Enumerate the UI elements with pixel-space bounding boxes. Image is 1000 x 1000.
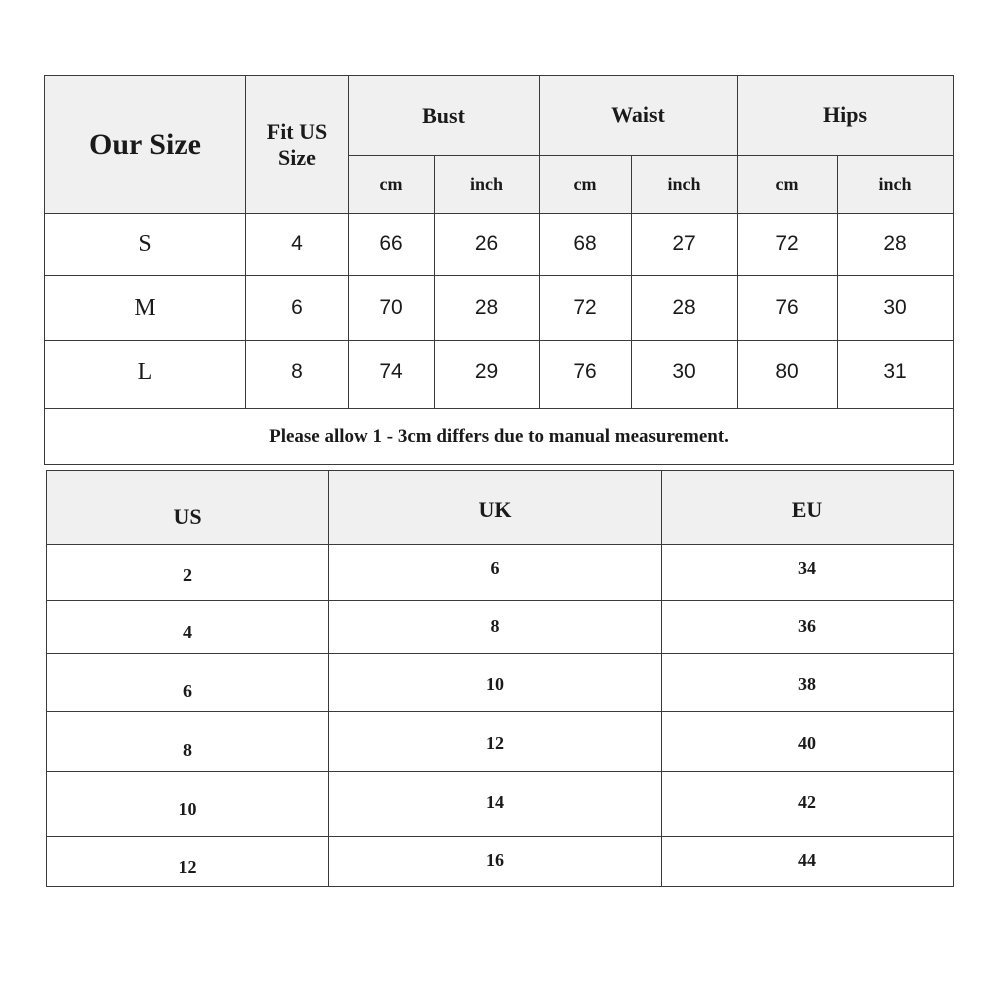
header-unit-hips-cm: cm [775, 174, 799, 194]
grid-line [46, 886, 954, 887]
bust-cm-cell: 70 [379, 296, 403, 319]
grid-line [953, 470, 954, 887]
grid-line [46, 600, 954, 601]
grid-line [953, 75, 954, 465]
us-cell: 6 [183, 680, 192, 701]
header-hips: Hips [822, 102, 868, 127]
header-unit-hips-inch: inch [878, 174, 912, 194]
grid-line [46, 771, 954, 772]
bust-inch-cell: 29 [474, 360, 499, 383]
eu-cell: 44 [798, 849, 816, 870]
measurement-note: Please allow 1 - 3cm differs due to manual measurement. [269, 425, 729, 447]
waist-cm-cell: 76 [573, 360, 597, 383]
header-uk: UK [478, 497, 512, 522]
header-unit-bust-cm: cm [379, 174, 403, 194]
waist-inch-cell: 30 [672, 360, 696, 383]
us-cell: 4 [183, 621, 192, 642]
header-unit-waist-cm: cm [573, 174, 597, 194]
our-size-cell: S [138, 230, 152, 257]
us-cell: 2 [183, 564, 192, 585]
grid-line [46, 653, 954, 654]
grid-line [539, 75, 540, 408]
fit-us-cell: 6 [291, 296, 303, 319]
us-cell: 8 [183, 739, 192, 760]
uk-cell: 6 [490, 557, 500, 578]
grid-line [348, 155, 954, 156]
hips-cm-cell: 76 [775, 296, 799, 319]
grid-line [44, 464, 954, 465]
hips-cm-cell: 72 [775, 232, 799, 255]
waist-inch-cell: 27 [672, 232, 696, 255]
waist-cm-cell: 72 [573, 296, 597, 319]
header-unit-bust-inch: inch [469, 174, 503, 194]
our-size-cell: L [137, 358, 153, 385]
eu-cell: 40 [798, 732, 816, 753]
grid-line [44, 340, 954, 341]
header-unit-waist-inch: inch [667, 174, 701, 194]
grid-line [328, 470, 329, 887]
header-our-size: Our Size [89, 127, 201, 161]
hips-inch-cell: 28 [883, 232, 907, 255]
header-waist: Waist [611, 102, 665, 127]
uk-cell: 8 [490, 615, 500, 636]
grid-line [631, 155, 632, 408]
grid-line [44, 75, 45, 465]
grid-line [737, 75, 738, 408]
uk-cell: 10 [486, 673, 504, 694]
bust-inch-cell: 26 [474, 232, 499, 255]
grid-line [46, 711, 954, 712]
grid-line [348, 75, 349, 408]
grid-line [46, 470, 954, 471]
hips-inch-cell: 30 [883, 296, 907, 319]
grid-line [245, 75, 246, 408]
uk-cell: 16 [486, 849, 504, 870]
fit-us-cell: 4 [291, 232, 303, 255]
header-us: US [173, 504, 202, 529]
hips-cm-cell: 80 [775, 360, 799, 383]
grid-line [44, 408, 954, 409]
grid-line [434, 155, 435, 408]
eu-cell: 42 [798, 791, 816, 812]
us-cell: 12 [178, 856, 197, 877]
grid-line [44, 275, 954, 276]
grid-line [837, 155, 838, 408]
eu-cell: 36 [798, 615, 816, 636]
grid-line [46, 836, 954, 837]
grid-line [44, 75, 954, 76]
eu-cell: 38 [798, 673, 816, 694]
bust-inch-cell: 28 [474, 296, 499, 319]
bust-cm-cell: 66 [379, 232, 403, 255]
grid-line [44, 213, 954, 214]
bust-cm-cell: 74 [379, 360, 403, 383]
header-fit-us-size: Fit US Size [266, 118, 328, 170]
fit-us-cell: 8 [291, 360, 303, 383]
our-size-cell: M [134, 294, 156, 321]
uk-cell: 14 [486, 791, 504, 812]
uk-cell: 12 [486, 732, 504, 753]
grid-line [661, 470, 662, 887]
hips-inch-cell: 31 [883, 360, 907, 383]
grid-line [46, 470, 47, 887]
us-cell: 10 [178, 798, 197, 819]
grid-line [46, 544, 954, 545]
header-eu: EU [791, 497, 823, 522]
eu-cell: 34 [798, 557, 816, 578]
waist-inch-cell: 28 [672, 296, 696, 319]
waist-cm-cell: 68 [573, 232, 597, 255]
header-bust: Bust [422, 103, 465, 128]
